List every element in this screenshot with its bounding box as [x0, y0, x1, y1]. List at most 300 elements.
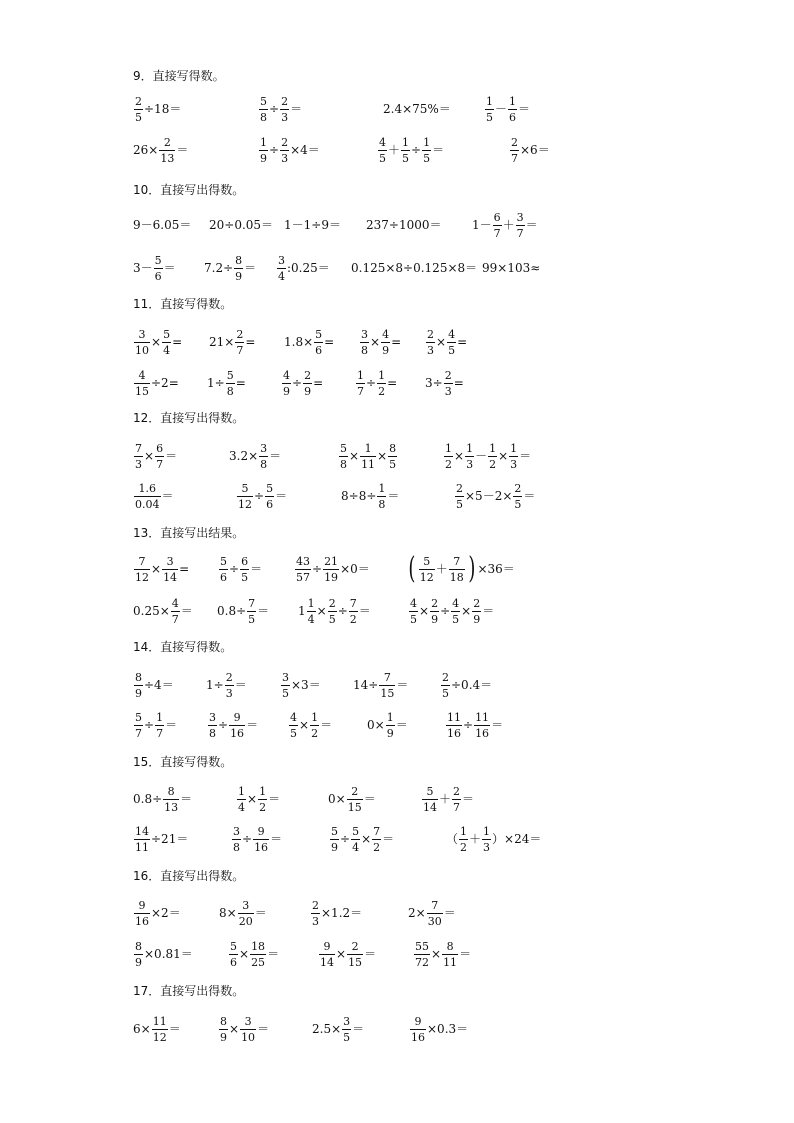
- question-heading: 16．直接写出得数。: [133, 869, 245, 883]
- expression-text: ×0＝: [340, 562, 370, 576]
- expression-text: =: [172, 335, 183, 349]
- fraction-denominator: 5: [282, 686, 289, 700]
- expression-text: ＝: [165, 718, 178, 732]
- expression-text: 8×: [219, 906, 237, 920]
- fraction-numerator: 5: [266, 481, 274, 495]
- fraction-numerator: 1: [238, 784, 245, 798]
- math-problem: [209, 325, 255, 359]
- math-problem: [133, 325, 182, 359]
- math-problem: [472, 208, 538, 242]
- fraction-numerator: 2: [351, 784, 359, 798]
- math-problem: [280, 668, 321, 702]
- expression-text: 1÷: [207, 376, 225, 390]
- fraction: [482, 826, 491, 853]
- fraction-numerator: 5: [241, 481, 249, 495]
- fraction: [379, 672, 395, 699]
- fraction: [134, 712, 143, 739]
- parenthesis: (: [408, 551, 416, 586]
- fraction-denominator: 12: [135, 570, 149, 584]
- fraction-denominator: 13: [160, 151, 175, 165]
- fraction-denominator: 4: [163, 343, 171, 357]
- expression-text: 14÷: [353, 678, 379, 692]
- math-problem: [413, 937, 471, 971]
- fraction: [234, 255, 243, 282]
- fraction: [235, 329, 244, 356]
- fraction-numerator: 2: [225, 670, 233, 684]
- fraction-numerator: 1: [509, 94, 517, 108]
- fraction-denominator: 72: [415, 955, 429, 969]
- fraction-denominator: 12: [238, 497, 252, 511]
- fraction-denominator: 12: [419, 570, 434, 584]
- fraction-numerator: 3: [361, 327, 368, 341]
- fraction-denominator: 5: [241, 570, 249, 584]
- expression-text: ÷: [440, 604, 451, 618]
- expression-text: ×36＝: [477, 562, 515, 576]
- fraction-numerator: 5: [154, 253, 162, 267]
- math-problem: [366, 208, 442, 242]
- fraction-denominator: 3: [312, 914, 319, 928]
- fraction: [134, 672, 143, 699]
- fraction: [280, 96, 289, 123]
- math-problem: [133, 1012, 181, 1046]
- fraction-numerator: 55: [415, 939, 429, 953]
- fraction-numerator: 1: [357, 368, 364, 382]
- fraction: [155, 443, 164, 470]
- expression-text: ÷: [269, 102, 280, 116]
- fraction-denominator: 4: [307, 612, 315, 626]
- fraction-denominator: 8: [260, 110, 267, 124]
- fraction-numerator: 2: [351, 939, 359, 953]
- problem-row: [0, 251, 794, 285]
- fraction-numerator: 4: [452, 596, 460, 610]
- expression-text: ÷: [218, 718, 229, 732]
- problem-row: [0, 782, 794, 816]
- math-problem: [484, 92, 530, 126]
- fraction-numerator: 9: [257, 824, 265, 838]
- fraction-denominator: 2: [311, 726, 319, 740]
- problem-row: [0, 594, 794, 628]
- fraction-numerator: 1: [260, 135, 267, 149]
- fraction-denominator: 8: [226, 384, 234, 398]
- expression-text: ×: [419, 604, 430, 618]
- fraction-denominator: 16: [254, 840, 269, 854]
- fraction: [265, 483, 274, 510]
- fraction-numerator: 11: [475, 710, 490, 724]
- fraction: [441, 672, 450, 699]
- math-problem: [258, 92, 302, 126]
- question-heading: 9．直接写得数。: [133, 69, 225, 83]
- fraction-numerator: 9: [414, 1014, 422, 1028]
- fraction-numerator: 2: [304, 368, 312, 382]
- expression-text: ×: [239, 947, 250, 961]
- fraction: [134, 556, 150, 583]
- math-problem: [355, 366, 397, 400]
- fraction-denominator: 5: [135, 110, 142, 124]
- fraction-numerator: 2: [281, 94, 289, 108]
- fraction-numerator: 1: [466, 441, 474, 455]
- expression-text: ×0.3＝: [427, 1022, 469, 1036]
- fraction: [162, 329, 171, 356]
- expression-text: ＝: [518, 102, 531, 116]
- fraction-denominator: 7: [516, 226, 524, 240]
- expression-text: ÷: [312, 562, 323, 576]
- expression-text: ＝: [269, 449, 282, 463]
- expression-text: ÷: [463, 718, 474, 732]
- fraction: [449, 556, 465, 583]
- math-problem: [228, 937, 279, 971]
- fraction: [159, 137, 175, 164]
- fraction: [226, 370, 235, 397]
- expression-text: ＝: [180, 792, 193, 806]
- fraction-numerator: 8: [235, 253, 243, 267]
- math-problem: [231, 822, 282, 856]
- fraction: [303, 370, 312, 397]
- fraction-numerator: 14: [135, 824, 149, 838]
- fraction-numerator: 4: [171, 596, 179, 610]
- fraction-denominator: 5: [248, 612, 256, 626]
- fraction: [310, 712, 319, 739]
- question-heading: 14．直接写得数。: [133, 640, 233, 654]
- fraction: [508, 96, 517, 123]
- fraction: [430, 598, 439, 625]
- fraction-numerator: 8: [446, 939, 454, 953]
- math-problem: [133, 479, 174, 513]
- math-problem: [133, 782, 192, 816]
- expression-text: ＝: [161, 489, 174, 503]
- expression-text: ＝: [482, 604, 495, 618]
- expression-text: ＝: [523, 489, 536, 503]
- fraction-denominator: 9: [135, 955, 142, 969]
- fraction: [281, 672, 290, 699]
- fraction-denominator: 7: [236, 343, 244, 357]
- fraction: [447, 329, 456, 356]
- math-problem: [133, 708, 177, 742]
- expression-text: =: [179, 562, 190, 576]
- fraction: [319, 941, 335, 968]
- math-problem: [443, 439, 531, 473]
- problem-row: [0, 92, 794, 126]
- expression-text: 3.2×: [229, 449, 259, 463]
- expression-text: ＝: [320, 718, 333, 732]
- math-problem: [258, 133, 320, 167]
- fraction-numerator: 5: [340, 441, 347, 455]
- math-problem: [421, 782, 474, 816]
- fraction-denominator: 4: [238, 800, 245, 814]
- fraction: [314, 329, 323, 356]
- fraction-denominator: 10: [135, 343, 149, 357]
- fraction-numerator: 3: [343, 1014, 351, 1028]
- math-problem: [207, 708, 258, 742]
- expression-text: ＝: [363, 792, 376, 806]
- expression-text: =: [453, 376, 464, 390]
- fraction: [444, 370, 453, 397]
- fraction-denominator: 9: [431, 612, 439, 626]
- problem-row: [0, 479, 794, 513]
- fraction: [152, 1016, 168, 1043]
- math-problem: [218, 552, 262, 586]
- fraction: [356, 370, 365, 397]
- math-problem: [219, 896, 267, 930]
- fraction: [225, 672, 234, 699]
- expression-text: ÷: [242, 832, 253, 846]
- expression-text: 7.2÷: [204, 261, 234, 275]
- math-problem: [133, 366, 179, 400]
- expression-text: 26×: [133, 143, 159, 157]
- fraction-numerator: 5: [260, 94, 267, 108]
- fraction-numerator: 5: [135, 710, 142, 724]
- math-problem: [236, 479, 287, 513]
- expression-text: ＋: [439, 792, 452, 806]
- fraction: [155, 712, 164, 739]
- fraction-denominator: 9: [331, 840, 338, 854]
- fraction-numerator: 1: [460, 824, 468, 838]
- expression-text: ×: [461, 604, 472, 618]
- fraction-numerator: 1: [386, 710, 394, 724]
- math-problem: [454, 479, 535, 513]
- fraction-denominator: 3: [483, 840, 491, 854]
- fraction-numerator: 2: [328, 596, 336, 610]
- expression-text: 8÷8÷: [341, 489, 377, 503]
- fraction-denominator: 7: [357, 384, 364, 398]
- expression-text: ×: [229, 1022, 240, 1036]
- fraction-denominator: 7: [171, 612, 179, 626]
- fraction-denominator: 9: [260, 151, 267, 165]
- problem-row: [0, 552, 794, 586]
- fraction-numerator: 3: [209, 710, 216, 724]
- problem-row: [0, 1012, 794, 1046]
- fraction: [377, 370, 386, 397]
- math-problem: [359, 325, 401, 359]
- math-problem: [353, 668, 408, 702]
- fraction-denominator: 9: [135, 686, 142, 700]
- fraction-denominator: 9: [382, 343, 390, 357]
- fraction: [330, 826, 339, 853]
- fraction: [240, 1016, 256, 1043]
- fraction-numerator: 6: [241, 554, 249, 568]
- fraction-denominator: 3: [281, 110, 289, 124]
- expression-text: ×: [361, 832, 372, 846]
- fraction: [289, 712, 298, 739]
- fraction-numerator: 1: [378, 368, 386, 382]
- fraction-numerator: 18: [251, 939, 266, 953]
- fraction-denominator: 9: [235, 269, 243, 283]
- expression-text: ÷4＝: [144, 678, 174, 692]
- fraction: [410, 1016, 426, 1043]
- expression-text: ×: [377, 449, 388, 463]
- fraction-numerator: 1: [510, 441, 518, 455]
- math-problem: [133, 552, 189, 586]
- fraction: [472, 598, 481, 625]
- math-problem: [207, 366, 246, 400]
- math-problem: [329, 822, 394, 856]
- fraction: [277, 255, 286, 282]
- fraction-numerator: 1: [489, 441, 497, 455]
- fraction: [339, 443, 348, 470]
- fraction: [513, 483, 522, 510]
- expression-text: =: [391, 335, 402, 349]
- fraction-numerator: 7: [248, 596, 256, 610]
- math-problem: [276, 251, 330, 285]
- expression-text: 99×103≈: [482, 261, 541, 275]
- fraction-numerator: 8: [220, 1014, 227, 1028]
- expression-text: ×: [247, 792, 258, 806]
- fraction-denominator: 0.04: [135, 497, 160, 511]
- fraction-denominator: 10: [241, 1030, 256, 1044]
- fraction-numerator: 3: [244, 1014, 252, 1028]
- math-problem: [383, 92, 451, 126]
- fraction-denominator: 6: [230, 955, 237, 969]
- expression-text: ＝: [352, 1022, 365, 1036]
- fraction: [485, 96, 494, 123]
- fraction: [134, 483, 161, 510]
- fraction-numerator: 2: [453, 784, 461, 798]
- expression-text: ＝: [275, 489, 288, 503]
- problem-row: [0, 937, 794, 971]
- math-problem: [204, 251, 256, 285]
- fraction-denominator: 2: [378, 384, 386, 398]
- expression-text: ＋: [502, 218, 515, 232]
- expression-text: ×4＝: [290, 143, 320, 157]
- fraction-denominator: 2: [445, 457, 452, 471]
- math-problem: [133, 668, 174, 702]
- fraction: [250, 941, 266, 968]
- fraction: [134, 826, 150, 853]
- math-problem: [445, 708, 503, 742]
- fraction-numerator: 3: [138, 327, 146, 341]
- expression-text: 2×: [408, 906, 426, 920]
- fraction-denominator: 16: [135, 914, 149, 928]
- math-problem: [367, 708, 408, 742]
- fraction: [232, 826, 241, 853]
- math-problem: [408, 594, 494, 628]
- fraction: [381, 329, 390, 356]
- fraction-numerator: 7: [431, 898, 439, 912]
- fraction-numerator: 7: [135, 441, 142, 455]
- expression-text: ÷2=: [151, 376, 179, 390]
- expression-text: ＝: [168, 1022, 181, 1036]
- problem-row: [0, 822, 794, 856]
- expression-text: ＝: [165, 449, 178, 463]
- fraction-denominator: 3: [225, 686, 233, 700]
- fraction-numerator: 9: [233, 710, 241, 724]
- fraction-denominator: 25: [251, 955, 266, 969]
- math-problem: [341, 479, 399, 513]
- fraction: [311, 900, 320, 927]
- expression-text: ÷18＝: [144, 102, 182, 116]
- fraction: [493, 212, 502, 239]
- math-problem: [328, 782, 376, 816]
- expression-text: 2.4×75%＝: [383, 102, 451, 116]
- fraction-numerator: 2: [456, 481, 463, 495]
- expression-text: 9－6.05＝: [133, 218, 192, 232]
- fraction-numerator: 8: [389, 441, 397, 455]
- expression-text: 20÷0.05＝: [209, 218, 274, 232]
- expression-text: ＝: [396, 678, 409, 692]
- expression-text: 2.5×: [312, 1022, 342, 1036]
- fraction-denominator: 8: [378, 497, 386, 511]
- fraction-denominator: 6: [509, 110, 517, 124]
- math-problem: [425, 325, 467, 359]
- fraction: [154, 255, 163, 282]
- expression-text: ÷: [366, 376, 377, 390]
- expression-text: 237÷1000＝: [366, 218, 442, 232]
- expression-text: ＝: [246, 718, 259, 732]
- expression-text: ＝: [525, 218, 538, 232]
- fraction: [134, 370, 150, 397]
- expression-text: ×6＝: [520, 143, 550, 157]
- fraction: [459, 826, 468, 853]
- fraction: [134, 941, 143, 968]
- fraction-denominator: 5: [290, 726, 297, 740]
- expression-text: （: [446, 832, 459, 846]
- fraction: [134, 96, 143, 123]
- fraction-denominator: 5: [486, 110, 493, 124]
- fraction: [237, 786, 246, 813]
- expression-text: ＝: [358, 604, 371, 618]
- fraction-numerator: 7: [349, 596, 357, 610]
- fraction-numerator: 2: [427, 327, 434, 341]
- fraction: [388, 443, 397, 470]
- fraction: [323, 556, 339, 583]
- problem-row: [0, 708, 794, 742]
- fraction-denominator: 8: [361, 343, 368, 357]
- fraction-numerator: 2: [163, 135, 171, 149]
- expression-text: =: [235, 376, 246, 390]
- fraction-denominator: 2: [349, 612, 357, 626]
- expression-text: ＝: [382, 832, 395, 846]
- expression-text: ＝: [364, 947, 377, 961]
- expression-text: 21×: [209, 335, 235, 349]
- expression-text: =: [245, 335, 256, 349]
- fraction-numerator: 2: [236, 327, 244, 341]
- math-problem: [284, 208, 341, 242]
- fraction-denominator: 15: [347, 800, 362, 814]
- expression-text: ÷21＝: [151, 832, 189, 846]
- question-heading: 11．直接写得数。: [133, 297, 233, 311]
- fraction: [349, 598, 358, 625]
- fraction-numerator: 6: [493, 210, 501, 224]
- fraction: [419, 556, 435, 583]
- fraction-denominator: 5: [389, 457, 397, 471]
- fraction: [134, 329, 150, 356]
- expression-text: 0.125×8÷0.125×8＝: [351, 261, 478, 275]
- fraction: [282, 370, 291, 397]
- fraction-numerator: 3: [282, 670, 289, 684]
- fraction-denominator: 2: [259, 800, 267, 814]
- math-problem: [318, 937, 376, 971]
- fraction: [474, 712, 490, 739]
- problem-row: [0, 366, 794, 400]
- fraction-denominator: 5: [402, 151, 410, 165]
- expression-text: ×2＝: [151, 906, 181, 920]
- expression-text: :0.25＝: [287, 261, 330, 275]
- fraction-numerator: 7: [138, 554, 146, 568]
- fraction-numerator: 2: [511, 135, 518, 149]
- problem-row: [0, 208, 794, 242]
- math-problem: [133, 92, 181, 126]
- fraction-numerator: 6: [156, 441, 164, 455]
- problem-row: [0, 325, 794, 359]
- fraction-denominator: 16: [475, 726, 490, 740]
- fraction-numerator: 4: [290, 710, 297, 724]
- fraction-denominator: 6: [266, 497, 274, 511]
- expression-text: ＝: [176, 143, 189, 157]
- expression-text: ×: [151, 335, 162, 349]
- fraction-denominator: 11: [361, 457, 376, 471]
- math-problem: [408, 896, 456, 930]
- fraction-denominator: 5: [456, 497, 463, 511]
- fraction-denominator: 9: [473, 612, 481, 626]
